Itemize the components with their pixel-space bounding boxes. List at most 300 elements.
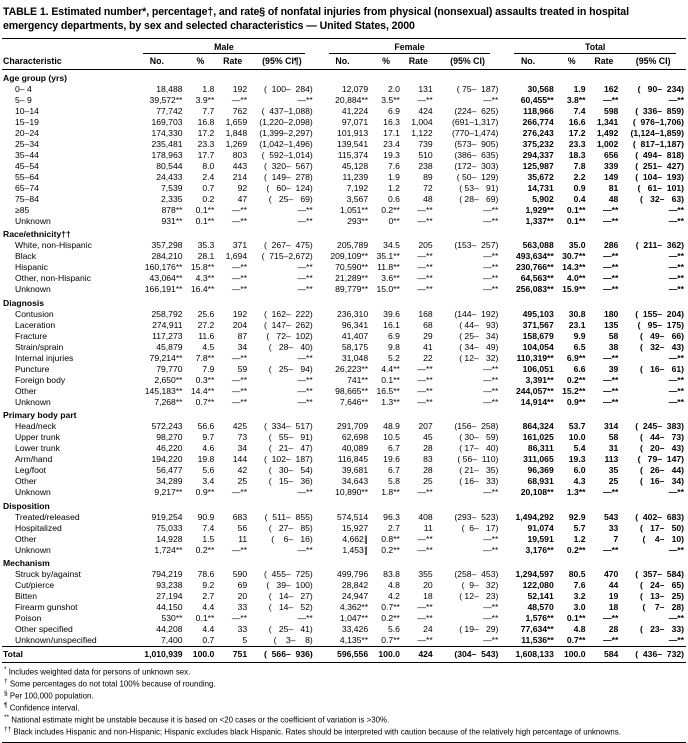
female-no: 20,884** (335, 94, 369, 105)
total-ci: ( 32– 43) (640, 341, 684, 352)
male-ci: (1,042–1,496) (259, 138, 313, 149)
total-ci: —** (668, 284, 684, 295)
female-rate: 45 (423, 432, 433, 443)
male-no: 14,928 (156, 533, 183, 544)
male-rate: —** (231, 396, 248, 407)
total-rate: —** (603, 215, 619, 226)
female-rate: 28 (423, 443, 433, 454)
table-row (2, 613, 686, 624)
female-rate: —** (417, 544, 433, 555)
table-row (2, 95, 686, 106)
female-rate: —** (417, 251, 433, 262)
female-pct: 35.1** (376, 251, 400, 262)
total-ci: ( 26– 44) (640, 465, 684, 476)
total-pct: 16.6 (568, 116, 586, 127)
male-no: 174,330 (151, 127, 183, 138)
table-row (2, 534, 686, 545)
table-row (2, 320, 686, 331)
female-no: 10,890** (335, 487, 369, 498)
row-label: Poison (15, 613, 42, 624)
row-label: 20–24 (15, 127, 39, 138)
row-label: Other (15, 385, 37, 396)
male-rate: 59 (237, 363, 248, 374)
male-ci: ( 39– 100) (266, 580, 313, 591)
female-pct: 5.6 (387, 624, 400, 635)
table-row (2, 273, 686, 284)
total-pct: 19.3 (568, 454, 586, 465)
total-no: 311,065 (523, 454, 554, 465)
male-pct: 7.7 (202, 105, 215, 116)
total-pct: 5.4 (573, 443, 586, 454)
female-rate: —** (417, 204, 433, 215)
total-ci: ( 79– 147) (637, 454, 684, 465)
total-no: 91,074 (527, 522, 554, 533)
female-pct: 7.6 (387, 160, 400, 171)
total-pct: 4.8 (573, 624, 586, 635)
total-ci: —** (668, 544, 684, 555)
total-pct: 0.1** (566, 204, 586, 215)
total-pct: 1.3** (566, 487, 586, 498)
table-row (2, 523, 686, 534)
male-pct: 9.7 (202, 432, 215, 443)
total-rate: —** (603, 262, 619, 273)
row-label: Puncture (15, 363, 50, 374)
male-ci: ( 437–1,088) (261, 105, 313, 116)
row-label: Struck by/against (15, 569, 81, 580)
male-no: 79,770 (156, 363, 183, 374)
male-pct: 17.2 (197, 127, 215, 138)
total-rate: —** (603, 487, 619, 498)
footnotes (2, 663, 686, 743)
total-no: 96,369 (527, 465, 554, 476)
female-ci: ( 16– 33) (459, 476, 499, 487)
male-ci: —** (297, 385, 313, 396)
total-ci: ( 104– 193) (635, 171, 684, 182)
female-rate: 739 (418, 138, 433, 149)
female-pct: 4.8 (387, 580, 400, 591)
section-header-row (2, 556, 686, 570)
male-ci: ( 511– 855) (264, 511, 313, 522)
table-row (2, 443, 686, 454)
section-header-label: Primary body part (3, 410, 77, 421)
male-group-header: Male (129, 39, 315, 54)
table-row (2, 397, 686, 408)
male-ci: ( 566– 936) (249, 647, 315, 663)
total-ci: ( 817–1,187) (632, 138, 684, 149)
male-no: 2,650** (154, 374, 183, 385)
total-no: 1,337** (525, 215, 554, 226)
male-pct: 100.0 (185, 647, 217, 663)
total-no: 375,232 (522, 138, 554, 149)
female-no: 7,646** (339, 396, 369, 407)
female-pct: 15.0** (376, 284, 400, 295)
male-no: 145,183** (144, 385, 183, 396)
total-rate: 1,492 (596, 127, 619, 138)
female-pct: 5.8 (387, 476, 400, 487)
female-no: 4,362** (339, 602, 369, 613)
female-no: 21,289** (335, 273, 369, 284)
female-ci: (156– 258) (454, 421, 499, 432)
female-no: 34,643 (341, 476, 369, 487)
male-no: 44,150 (156, 602, 183, 613)
total-no: 1,608,133 (500, 647, 555, 663)
total-no: 3,391** (525, 374, 554, 385)
row-label: Laceration (15, 319, 56, 330)
row-label: 0– 4 (15, 83, 32, 94)
row-label: Total (2, 647, 129, 663)
table-row (2, 364, 686, 375)
male-no: 357,298 (151, 240, 183, 251)
total-rate: 7 (613, 533, 619, 544)
female-no: 209,109** (330, 251, 369, 262)
total-rate: 18 (608, 602, 619, 613)
total-pct: 30.8 (568, 308, 586, 319)
total-ci: ( 23– 33) (640, 624, 684, 635)
female-rate: 48 (423, 193, 433, 204)
total-rate: —** (603, 251, 619, 262)
table-row (2, 331, 686, 342)
female-ci: —** (483, 273, 499, 284)
male-ci: ( 149– 278) (264, 171, 313, 182)
male-pct: 27.2 (197, 319, 215, 330)
female-rate: 238 (418, 160, 433, 171)
table-row (2, 476, 686, 487)
female-no: 26,223** (335, 363, 369, 374)
male-no: 80,544 (156, 160, 183, 171)
female-pct: 9.8 (387, 341, 400, 352)
female-no: 116,845 (337, 454, 369, 465)
total-rate: 149 (603, 171, 619, 182)
male-ci: —** (297, 273, 313, 284)
female-ci: —** (483, 385, 499, 396)
footnote: ¶ Confidence interval. (4, 702, 80, 713)
male-rate: 214 (232, 171, 248, 182)
male-rate: 144 (232, 454, 248, 465)
total-ci: ( 17– 50) (640, 522, 684, 533)
row-label: Other (15, 533, 37, 544)
male-pct: 0.2 (202, 193, 215, 204)
section-header-label: Race/ethnicity†† (3, 229, 71, 240)
total-rate: 162 (603, 83, 619, 94)
female-no: 33,426 (341, 624, 369, 635)
male-ci: ( 147– 262) (264, 319, 313, 330)
footnote: † Some percentages do not total 100% because of rounding. (4, 678, 216, 689)
total-no: 30,568 (527, 83, 554, 94)
male-no-header: No. (129, 54, 184, 70)
female-no: 89,779** (335, 284, 369, 295)
total-ci: ( 976–1,706) (632, 116, 684, 127)
female-pct: 0.2** (381, 204, 400, 215)
total-ci: ( 49– 66) (640, 330, 684, 341)
total-pct: 6.0 (573, 465, 586, 476)
total-rate: 656 (603, 149, 619, 160)
female-ci: —** (483, 215, 499, 226)
total-no: 20,108** (520, 487, 554, 498)
male-rate: 34 (237, 443, 248, 454)
female-no: 15,927 (341, 522, 369, 533)
female-ci: (144– 192) (454, 308, 499, 319)
total-no: 563,088 (522, 240, 554, 251)
total-ci: ( 402– 683) (635, 511, 684, 522)
male-ci: ( 30– 54) (268, 465, 313, 476)
male-rate: 443 (232, 160, 248, 171)
row-label: Lower trunk (15, 443, 60, 454)
female-pct: 48.9 (383, 421, 400, 432)
table-row (2, 465, 686, 476)
male-ci-header: (95% CI¶) (249, 54, 315, 70)
total-rate: 58 (608, 432, 619, 443)
female-no: 1,047** (339, 613, 369, 624)
male-rate-header: Rate (216, 54, 249, 70)
table-row (2, 454, 686, 465)
total-no: 161,025 (522, 432, 554, 443)
male-no: 18,488 (156, 83, 183, 94)
male-pct: 16.4** (190, 284, 215, 295)
male-no: 1,724** (154, 544, 183, 555)
row-label: Unknown (15, 215, 51, 226)
male-no: 98,270 (156, 432, 183, 443)
total-rate: 314 (603, 421, 619, 432)
female-rate: 24 (423, 624, 433, 635)
total-no: 371,567 (522, 319, 554, 330)
male-rate: —** (231, 613, 248, 624)
total-no: 1,294,597 (515, 569, 554, 580)
female-rate: 83 (423, 454, 433, 465)
section-header-row (2, 227, 686, 241)
row-label: 35–44 (15, 149, 39, 160)
total-no: 256,083** (515, 284, 554, 295)
female-pct: 1.9 (387, 171, 400, 182)
total-no-header: No. (500, 54, 555, 70)
male-pct: 9.2 (202, 580, 215, 591)
total-ci: ( 245– 383) (635, 421, 684, 432)
female-rate: —** (417, 284, 433, 295)
total-rate: 25 (608, 476, 619, 487)
male-ci: ( 25– 41) (268, 624, 313, 635)
male-rate: —** (231, 352, 248, 363)
female-rate: 408 (418, 511, 433, 522)
female-no: 115,374 (337, 149, 369, 160)
total-ci: —** (668, 251, 684, 262)
female-pct: 3.5** (381, 94, 400, 105)
total-group-header: Total (500, 39, 686, 54)
total-no: 158,679 (522, 330, 554, 341)
male-no: 274,911 (152, 319, 183, 330)
table-row (2, 240, 686, 251)
table-row (2, 262, 686, 273)
section-header-label: Diagnosis (3, 297, 45, 308)
total-ci: ( 7– 28) (642, 602, 684, 613)
total-pct-header: % (556, 54, 588, 70)
total-ci: ( 16– 34) (640, 476, 684, 487)
section-header-row (2, 70, 686, 84)
row-label: 45–54 (15, 160, 39, 171)
total-pct: 17.2 (568, 127, 586, 138)
total-ci: ( 90– 234) (637, 83, 684, 94)
row-label: Strain/sprain (15, 341, 64, 352)
total-ci: ( 61– 101) (637, 182, 684, 193)
section-header-label: Disposition (3, 500, 50, 511)
female-ci: —** (483, 396, 499, 407)
total-pct: 3.0 (573, 602, 586, 613)
male-pct: 0.7** (195, 396, 215, 407)
table-row (2, 309, 686, 320)
male-ci: ( 162– 222) (264, 308, 313, 319)
male-ci: ( 27– 85) (268, 522, 313, 533)
female-pct: 1.2 (387, 182, 400, 193)
table-row (2, 624, 686, 635)
male-pct: 2.7 (202, 591, 215, 602)
male-ci: —** (297, 544, 313, 555)
male-rate: 87 (237, 330, 248, 341)
male-rate: 590 (232, 569, 248, 580)
male-ci: ( 6– 16) (271, 533, 313, 544)
row-label: Black (15, 251, 37, 262)
male-pct: 0.3** (195, 374, 215, 385)
male-rate: —** (231, 273, 248, 284)
male-ci: ( 60– 124) (266, 182, 313, 193)
male-rate: 1,694 (225, 251, 248, 262)
female-ci: ( 6– 17) (461, 522, 499, 533)
female-no: 41,224 (341, 105, 369, 116)
female-ci: (293– 523) (454, 511, 499, 522)
male-pct: 0.7 (202, 635, 215, 646)
total-ci: —** (668, 635, 684, 646)
female-ci: ( 50– 129) (456, 171, 499, 182)
female-rate: 11 (423, 522, 433, 533)
male-no: 79,214** (149, 352, 183, 363)
female-no: 97,071 (341, 116, 369, 127)
male-ci: ( 25– 69) (268, 193, 313, 204)
female-rate: 207 (418, 421, 433, 432)
characteristic-header: Characteristic (2, 54, 129, 70)
female-rate: —** (417, 374, 433, 385)
male-no: 931** (161, 215, 183, 226)
female-no: 96,341 (341, 319, 369, 330)
male-pct: 5.6 (202, 465, 215, 476)
female-pct: 3.6** (381, 273, 400, 284)
female-rate: —** (417, 613, 433, 624)
female-no: 58,175 (341, 341, 369, 352)
female-rate: 29 (423, 330, 433, 341)
total-ci: —** (668, 204, 684, 215)
female-rate: 424 (402, 647, 435, 663)
female-pct: 1.8** (381, 487, 400, 498)
female-no: 31,048 (341, 352, 369, 363)
total-no: 3,176** (525, 544, 554, 555)
male-ci: —** (297, 613, 313, 624)
female-rate: 25 (423, 476, 433, 487)
total-ci: —** (668, 374, 684, 385)
total-ci: ( 155– 204) (635, 308, 684, 319)
female-group-header: Female (315, 39, 501, 54)
male-no: 39,572** (149, 94, 183, 105)
female-pct: 16.5** (376, 385, 400, 396)
male-rate: 69 (237, 580, 248, 591)
total-rate: —** (603, 273, 619, 284)
row-label: Firearm gunshot (15, 602, 78, 613)
male-ci: —** (297, 352, 313, 363)
data-table (2, 39, 686, 663)
female-pct: 0.7** (381, 635, 400, 646)
female-pct: 0.2** (381, 613, 400, 624)
row-label: Other specified (15, 624, 73, 635)
total-rate: 1,002 (596, 138, 619, 149)
male-pct: 7.9 (202, 363, 215, 374)
female-ci: —** (483, 204, 499, 215)
male-rate: 192 (232, 308, 248, 319)
male-pct: 78.6 (197, 569, 215, 580)
female-no: 1,051** (339, 204, 369, 215)
female-pct: 34.5 (383, 240, 400, 251)
row-label: Upper trunk (15, 432, 60, 443)
female-rate: 68 (423, 319, 433, 330)
total-no: 14,731 (527, 182, 554, 193)
female-ci: ( 28– 69) (459, 193, 499, 204)
male-pct: 0.1** (195, 204, 215, 215)
female-pct: 6.9 (387, 330, 400, 341)
female-pct: 100.0 (370, 647, 402, 663)
row-label: Other, non-Hispanic (15, 273, 91, 284)
male-rate: 803 (232, 149, 248, 160)
total-rate: 584 (588, 647, 621, 663)
table-row (2, 487, 686, 498)
female-ci: (258– 453) (454, 569, 499, 580)
female-pct: 96.3 (383, 511, 400, 522)
total-pct: 6.9** (566, 352, 586, 363)
total-ci: ( 4– 10) (642, 533, 684, 544)
table-body (2, 70, 686, 663)
female-ci: —** (483, 262, 499, 273)
total-no: 86,311 (527, 443, 554, 454)
male-pct: 28.1 (197, 251, 215, 262)
male-pct: 4.4 (202, 602, 215, 613)
total-pct: 10.0 (568, 432, 586, 443)
female-ci: (224– 625) (454, 105, 499, 116)
total-pct: 0.2** (566, 374, 586, 385)
row-label: Unknown/unspecified (15, 635, 97, 646)
female-pct: 0.8** (381, 533, 400, 544)
male-ci: ( 455– 725) (264, 569, 313, 580)
male-ci: —** (297, 215, 313, 226)
female-rate: —** (417, 94, 433, 105)
female-no: 205,789 (337, 240, 369, 251)
table-row (2, 117, 686, 128)
table-row (2, 421, 686, 432)
row-label: Hospitalized (15, 522, 62, 533)
female-ci: (573– 905) (454, 138, 499, 149)
male-ci: ( 72– 102) (266, 330, 313, 341)
total-no: 864,324 (522, 421, 554, 432)
female-pct: 23.4 (383, 138, 400, 149)
female-no: 70,590** (335, 262, 369, 273)
female-no: 596,556 (315, 647, 370, 663)
female-ci: ( 21– 35) (459, 465, 499, 476)
table-row (2, 432, 686, 443)
total-pct: 9.9 (573, 330, 586, 341)
female-no: 499,796 (337, 569, 369, 580)
total-rate: 28 (608, 624, 619, 635)
total-pct: 6.5 (573, 341, 586, 352)
female-rate: 20 (423, 580, 433, 591)
male-ci: ( 15– 36) (268, 476, 313, 487)
male-rate: —** (231, 215, 248, 226)
female-no: 45,128 (341, 160, 369, 171)
male-rate: 683 (232, 511, 248, 522)
male-pct: 23.3 (197, 138, 215, 149)
row-label: Unknown (15, 396, 51, 407)
female-ci: —** (483, 602, 499, 613)
